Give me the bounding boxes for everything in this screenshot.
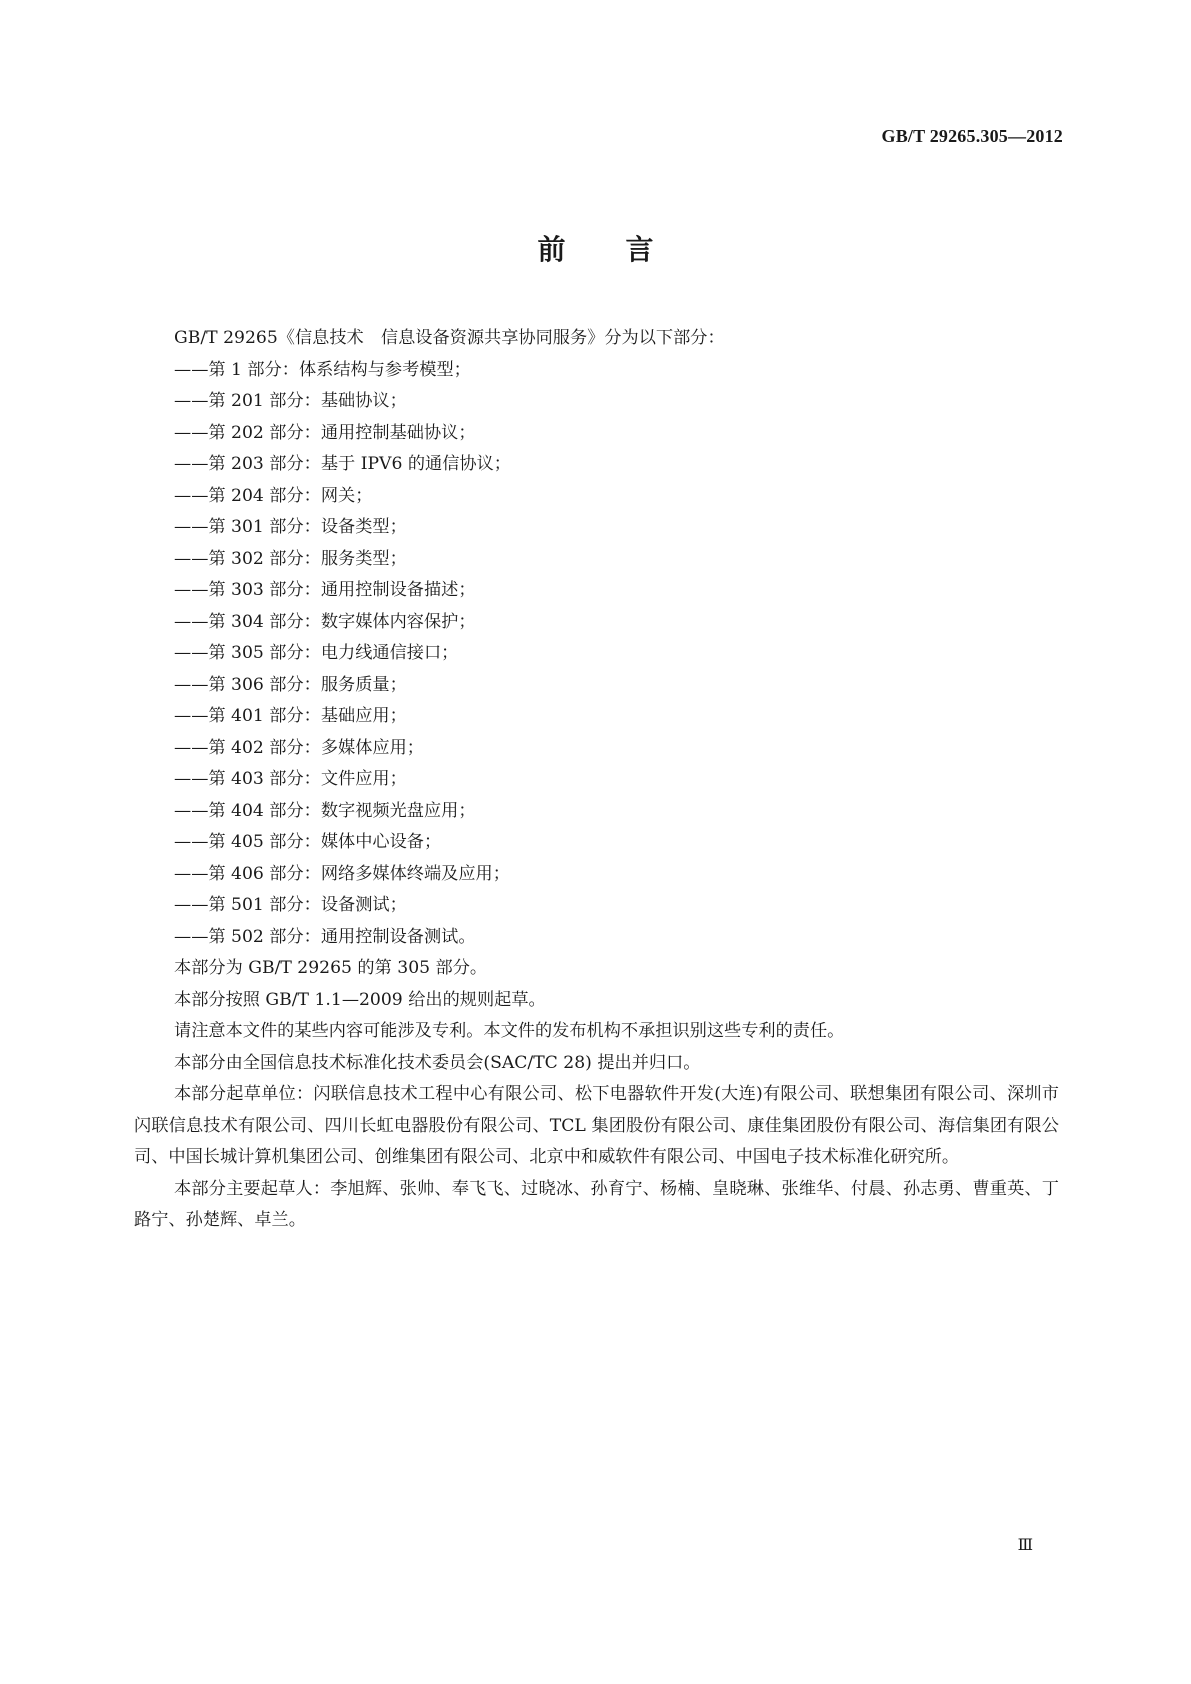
part-item-1: ——第 1 部分：体系结构与参考模型； bbox=[174, 359, 471, 380]
part-item-406: ——第 406 部分：网络多媒体终端及应用； bbox=[174, 863, 510, 884]
page-number: Ⅲ bbox=[1017, 1537, 1033, 1554]
paragraph-drafters: 本部分主要起草人：李旭辉、张帅、奉飞飞、过晓冰、孙育宁、杨楠、皇晓琳、张维华、付晨、孙志勇、曹重英、丁路宁、孙楚辉、卓兰。 bbox=[134, 1178, 1059, 1230]
paragraph-patent-notice: 请注意本文件的某些内容可能涉及专利。本文件的发布机构不承担识别这些专利的责任。 bbox=[174, 1021, 845, 1041]
part-item-402: ——第 402 部分：多媒体应用； bbox=[174, 737, 424, 758]
part-item-302: ——第 302 部分：服务类型； bbox=[174, 548, 407, 569]
part-item-202: ——第 202 部分：通用控制基础协议； bbox=[174, 422, 476, 443]
paragraph-proposer: 本部分由全国信息技术标准化技术委员会(SAC/TC 28) 提出并归口。 bbox=[174, 1052, 701, 1073]
part-item-404: ——第 404 部分：数字视频光盘应用； bbox=[174, 800, 476, 821]
part-item-303: ——第 303 部分：通用控制设备描述； bbox=[174, 580, 476, 600]
part-item-304: ——第 304 部分：数字媒体内容保护； bbox=[174, 611, 476, 632]
part-item-306: ——第 306 部分：服务质量； bbox=[174, 674, 407, 695]
part-item-401: ——第 401 部分：基础应用； bbox=[174, 706, 407, 726]
part-item-301: ——第 301 部分：设备类型； bbox=[174, 517, 407, 537]
part-item-305: ——第 305 部分：电力线通信接口； bbox=[174, 643, 459, 663]
foreword-body bbox=[134, 323, 1059, 1237]
paragraph-drafting-units: 本部分起草单位：闪联信息技术工程中心有限公司、松下电器软件开发(大连)有限公司、联想集团有限公司、深圳市闪联信息技术有限公司、四川长虹电器股份有限公司、TCL 集团股份有限公司、康佳集团股份有限公司、海信集团有限公司、中国长城计算机集团公司、创维集团有限公司、北京中和威软件有限公司、中国电子技术标准化研究所。 bbox=[134, 1084, 1059, 1167]
page-title: 前言 bbox=[537, 233, 714, 266]
part-item-203: ——第 203 部分：基于 IPV6 的通信协议； bbox=[174, 454, 511, 474]
part-item-502: ——第 502 部分：通用控制设备测试。 bbox=[174, 926, 476, 947]
part-item-405: ——第 405 部分：媒体中心设备； bbox=[174, 832, 442, 852]
part-item-201: ——第 201 部分：基础协议； bbox=[174, 391, 407, 411]
standard-code: GB/T 29265.305—2012 bbox=[881, 126, 1063, 146]
part-item-204: ——第 204 部分：网关； bbox=[174, 485, 373, 506]
part-item-403: ——第 403 部分：文件应用； bbox=[174, 769, 407, 789]
part-item-501: ——第 501 部分：设备测试； bbox=[174, 895, 407, 915]
paragraph-part-number: 本部分为 GB/T 29265 的第 305 部分。 bbox=[174, 958, 488, 978]
paragraph-drafting-rules: 本部分按照 GB/T 1.1—2009 给出的规则起草。 bbox=[174, 989, 546, 1010]
intro-line: GB/T 29265《信息技术 信息设备资源共享协同服务》分为以下部分： bbox=[174, 328, 725, 348]
